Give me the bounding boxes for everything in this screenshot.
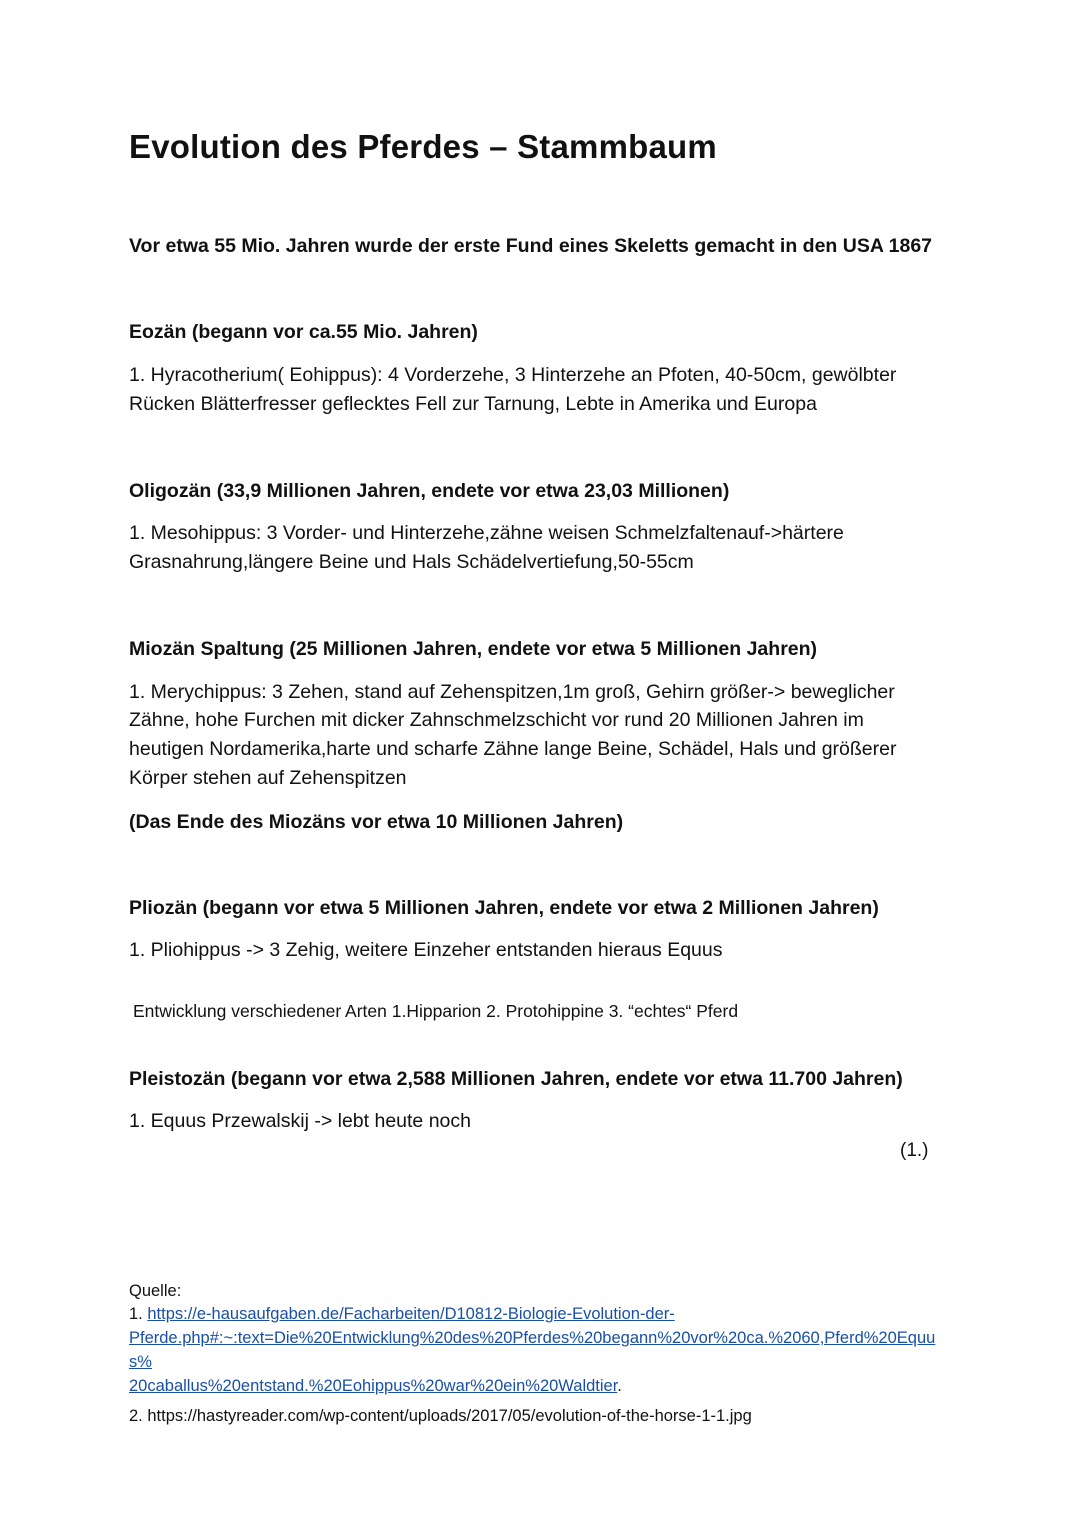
section-text-line: 1. Mesohippus: 3 Vorder- und Hinterzehe,zähne weisen Schmelzfaltenauf->härtere: [129, 522, 844, 544]
section-text-line: 1. Pliohippus -> 3 Zehig, weitere Einzeher entstanden hieraus Equus: [129, 939, 723, 961]
section-heading-pleistozaen: Pleistozän (begann vor etwa 2,588 Millionen Jahren, endete vor etwa 11.700 Jahren): [129, 1068, 903, 1090]
section-heading-eozaen: Eozän (begann vor ca.55 Mio. Jahren): [129, 321, 478, 343]
source-1-link-line: 20caballus%20entstand.%20Eohippus%20war%20ein%20Waldtier: [129, 1377, 618, 1395]
section-text-line: 1. Merychippus: 3 Zehen, stand auf Zehenspitzen,1m groß, Gehirn größer-> beweglicher: [129, 681, 895, 703]
section-text-line: Rücken Blätterfresser geflecktes Fell zur Tarnung, Lebte in Amerika und Europa: [129, 393, 817, 415]
section-heading-pliozaen: Pliozän (begann vor etwa 5 Millionen Jahren, endete vor etwa 2 Millionen Jahren): [129, 897, 879, 919]
section-end-note: (Das Ende des Miozäns vor etwa 10 Millionen Jahren): [129, 811, 624, 833]
section-text-line: Grasnahrung,längere Beine und Hals Schädelvertiefung,50-55cm: [129, 551, 694, 573]
source-1-link-line: https://e-hausaufgaben.de/Facharbeiten/D10812-Biologie-Evolution-der-: [147, 1305, 675, 1323]
source-1-link-line: Pferde.php#:~:text=Die%20Entwicklung%20des%20Pferdes%20begann%20vor%20ca.%2060,Pferd%20Equus%: [129, 1329, 936, 1371]
section-heading-miozaen: Miozän Spaltung (25 Millionen Jahren, endete vor etwa 5 Millionen Jahren): [129, 638, 818, 660]
intro-text: Vor etwa 55 Mio. Jahren wurde der erste Fund eines Skeletts gemacht in den USA 1867: [129, 235, 933, 257]
section-text-line: Zähne, hohe Furchen mit dicker Zahnschmelzschicht vor rund 20 Millionen Jahren im: [129, 709, 864, 731]
section-sub-line: Entwicklung verschiedener Arten 1.Hipparion 2. Protohippine 3. “echtes“ Pferd: [133, 1000, 739, 1021]
source-2: 2. https://hastyreader.com/wp-content/uploads/2017/05/evolution-of-the-horse-1-1.jpg: [129, 1406, 752, 1425]
section-text-line: 1. Equus Przewalskij -> lebt heute noch: [129, 1110, 471, 1132]
source-1-prefix: 1.: [129, 1305, 148, 1323]
section-text-line: Körper stehen auf Zehenspitzen: [129, 767, 407, 789]
section-text-line: heutigen Nordamerika,harte und scharfe Zähne lange Beine, Schädel, Hals und größerer: [129, 738, 897, 760]
source-1: [129, 1302, 949, 1398]
source-1-suffix: .: [617, 1377, 622, 1395]
source-1-link[interactable]: [129, 1305, 935, 1395]
page-title: Evolution des Pferdes – Stammbaum: [129, 128, 717, 165]
reference-marker: (1.): [900, 1140, 929, 1161]
sources-label: Quelle:: [129, 1281, 182, 1300]
section-heading-oligozaen: Oligozän (33,9 Millionen Jahren, endete vor etwa 23,03 Millionen): [129, 480, 730, 502]
section-text-line: 1. Hyracotherium( Eohippus): 4 Vorderzehe, 3 Hinterzehe an Pfoten, 40-50cm, gewölbter: [129, 364, 897, 386]
